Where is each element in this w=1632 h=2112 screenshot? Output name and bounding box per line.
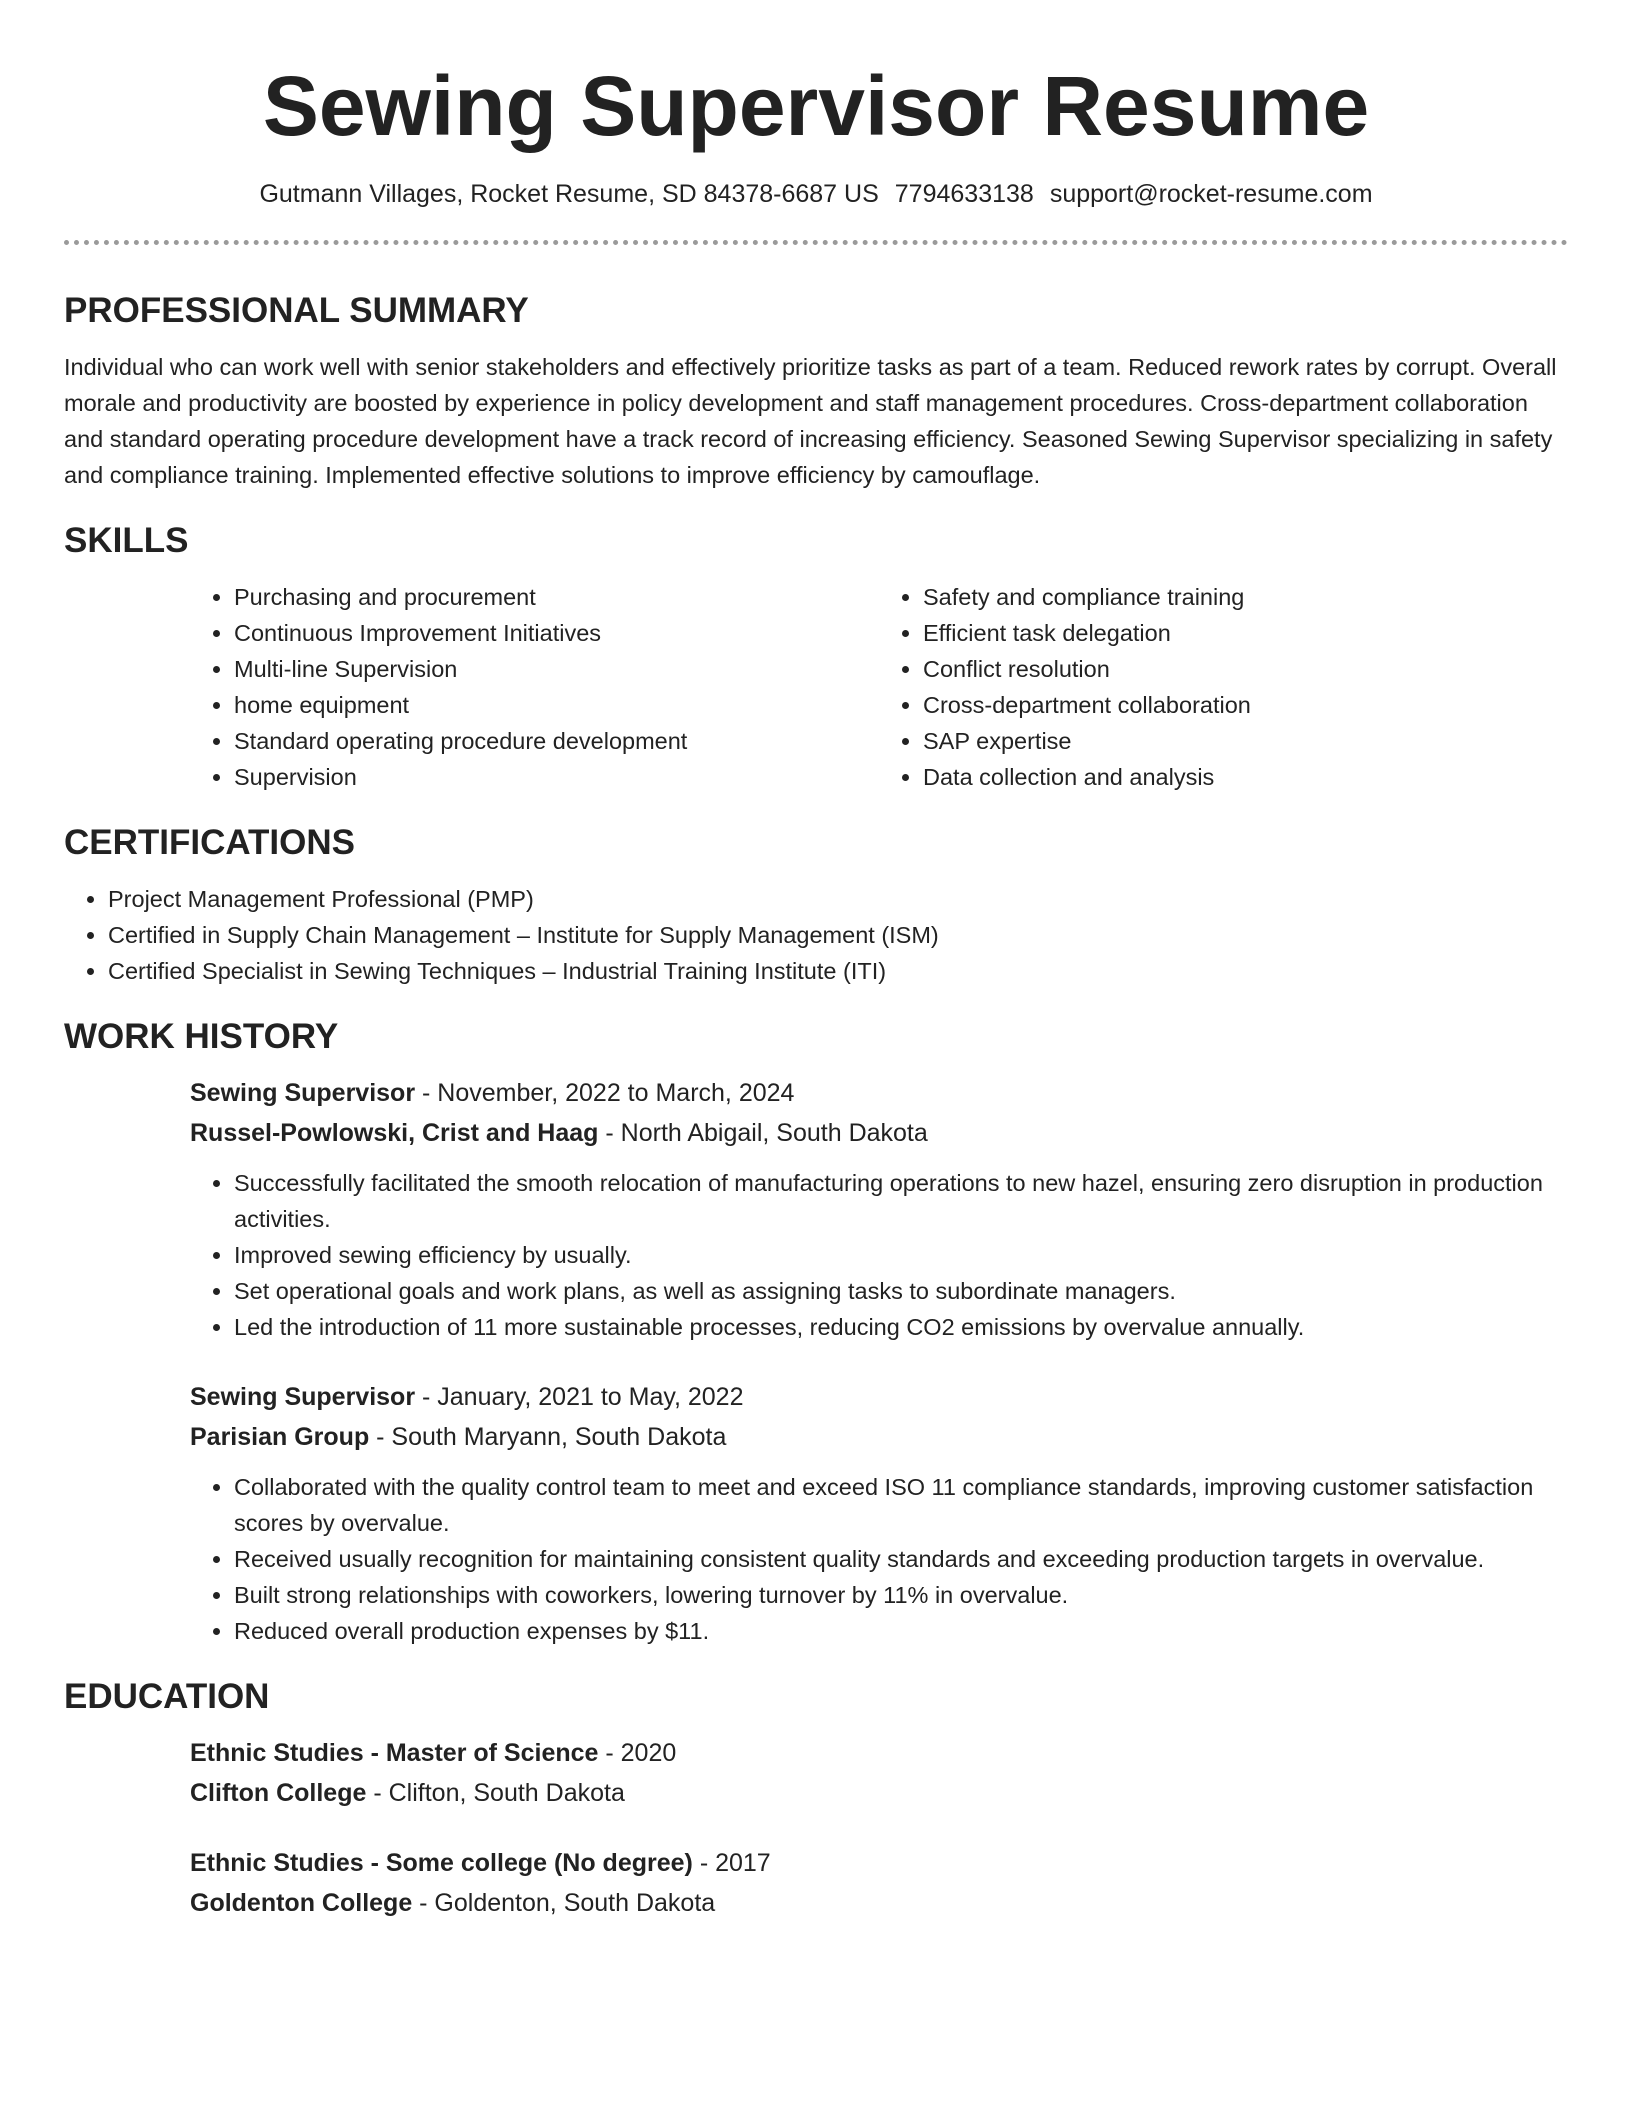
work-history-heading: WORK HISTORY (64, 1017, 339, 1056)
education-entry (190, 1733, 1568, 1813)
job-bullet: • Led the introduction of 11 more sustainable processes, reducing CO2 emissions by overvalue annually. (234, 1309, 1568, 1345)
job-company-line (190, 1417, 1568, 1457)
job-title: Sewing Supervisor (190, 1383, 416, 1411)
education-school: Clifton College (190, 1779, 367, 1807)
job-company: Russel-Powlowski, Crist and Haag (190, 1119, 599, 1147)
skill-item: • Multi-line Supervision (234, 651, 879, 687)
job-bullet: • Improved sewing efficiency by usually. (234, 1237, 1568, 1273)
skill-item: • SAP expertise (923, 723, 1568, 759)
job-company-line (190, 1113, 1568, 1153)
skill-item: • Data collection and analysis (923, 759, 1568, 795)
education-school-line (190, 1883, 1568, 1923)
certification-item: • Certified in Supply Chain Management – Institute for Supply Management (ISM) (108, 917, 1568, 953)
job-bullet: • Collaborated with the quality control team to meet and exceed ISO 11 compliance standards, improving customer satisfaction scores by overvalue. (234, 1469, 1568, 1541)
job-title: Sewing Supervisor (190, 1079, 416, 1107)
skill-item: • Safety and compliance training (923, 579, 1568, 615)
education-school: Goldenton College (190, 1889, 413, 1917)
job-entry (190, 1377, 1568, 1649)
job-bullet: • Received usually recognition for maintaining consistent quality standards and exceeding production targets in overvalue. (234, 1541, 1568, 1577)
skill-item: • Continuous Improvement Initiatives (234, 615, 879, 651)
job-bullet: • Built strong relationships with coworkers, lowering turnover by 11% in overvalue. (234, 1577, 1568, 1613)
education-school-line (190, 1773, 1568, 1813)
job-dates: - January, 2021 to May, 2022 (415, 1383, 744, 1411)
resume-title: Sewing Supervisor Resume (262, 59, 1370, 153)
skill-item: • Supervision (234, 759, 879, 795)
skills-column-right (879, 579, 1568, 795)
job-title-line (190, 1377, 1568, 1417)
job-bullets (190, 1165, 1568, 1345)
education-location: - Goldenton, South Dakota (412, 1889, 716, 1917)
education-degree-line (190, 1843, 1568, 1883)
contact-address: Gutmann Villages, Rocket Resume, SD 84378-6687 US (259, 180, 879, 208)
job-bullet: • Successfully facilitated the smooth relocation of manufacturing operations to new hazel, ensuring zero disruption in production activities. (234, 1165, 1568, 1237)
contact-phone: 7794633138 (894, 180, 1034, 208)
summary-heading: PROFESSIONAL SUMMARY (64, 291, 529, 330)
certification-item: • Certified Specialist in Sewing Techniques – Industrial Training Institute (ITI) (108, 953, 1568, 989)
job-bullet: • Reduced overall production expenses by $11. (234, 1613, 1568, 1649)
skills-heading: SKILLS (64, 521, 189, 560)
certification-item: • Project Management Professional (PMP) (108, 881, 1568, 917)
certifications-heading: CERTIFICATIONS (64, 823, 356, 862)
certifications-list (64, 881, 1568, 989)
skill-item: • Conflict resolution (923, 651, 1568, 687)
summary-text: Individual who can work well with senior stakeholders and effectively prioritize tasks as part of a team. Reduced rework rates by corrupt. Overall morale and productivity are boosted by experience in policy development and staff management procedures. Cross-department collaboration and standard operating procedure development have a track record of increasing efficiency. Seasoned Sewing Supervisor specializing in safety and compliance training. Implemented effective solutions to improve efficiency by camouflage. (64, 354, 1557, 488)
skill-item: • Purchasing and procurement (234, 579, 879, 615)
education-entry (190, 1843, 1568, 1923)
education-location: - Clifton, South Dakota (366, 1779, 625, 1807)
job-bullet: • Set operational goals and work plans, as well as assigning tasks to subordinate managers. (234, 1273, 1568, 1309)
job-dates: - November, 2022 to March, 2024 (415, 1079, 795, 1107)
skill-item: • home equipment (234, 687, 879, 723)
skills-list (190, 579, 1568, 795)
job-location: - South Maryann, South Dakota (369, 1423, 727, 1451)
skill-item: • Efficient task delegation (923, 615, 1568, 651)
header-divider (64, 240, 1568, 245)
job-entry (190, 1073, 1568, 1345)
job-company: Parisian Group (190, 1423, 370, 1451)
education-degree: Ethnic Studies - Master of Science (190, 1739, 599, 1767)
education-heading: EDUCATION (64, 1677, 270, 1716)
education-year: - 2020 (598, 1739, 677, 1767)
job-bullets (190, 1469, 1568, 1649)
education-degree: Ethnic Studies - Some college (No degree) (190, 1849, 693, 1877)
job-title-line (190, 1073, 1568, 1113)
education-year: - 2017 (692, 1849, 771, 1877)
skills-column-left (190, 579, 879, 795)
contact-email: support@rocket-resume.com (1049, 180, 1373, 208)
education-degree-line (190, 1733, 1568, 1773)
job-location: - North Abigail, South Dakota (598, 1119, 928, 1147)
skill-item: • Cross-department collaboration (923, 687, 1568, 723)
skill-item: • Standard operating procedure development (234, 723, 879, 759)
contact-line (64, 178, 1568, 210)
